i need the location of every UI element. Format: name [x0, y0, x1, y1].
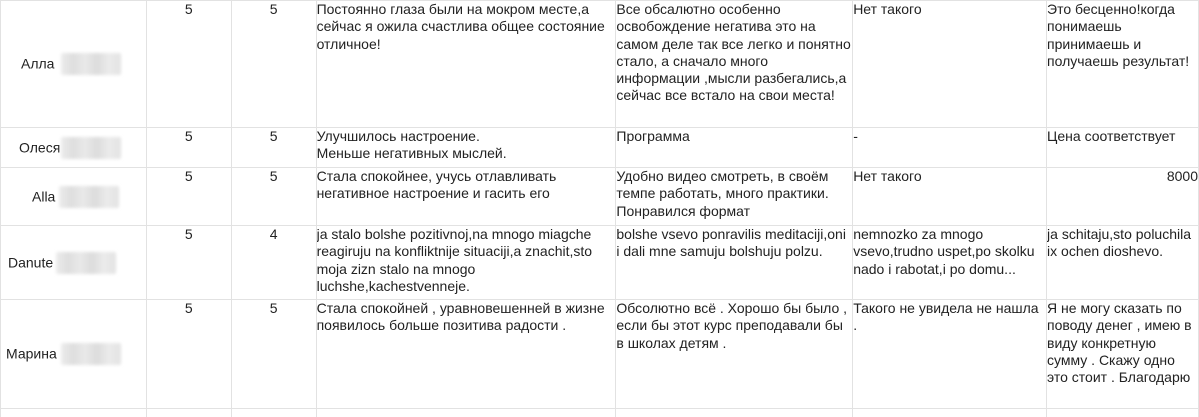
score1-value: 5 [184, 128, 193, 144]
score2-value: 5 [269, 128, 278, 144]
score2-cell[interactable] [231, 1, 316, 128]
table-row [1, 1, 1199, 128]
score1-cell[interactable] [146, 168, 231, 226]
score1-value: 5 [184, 226, 193, 242]
score2-cell[interactable] [231, 128, 316, 168]
price-text: Цена соответствует [1047, 128, 1176, 144]
liked-cell[interactable] [616, 226, 853, 300]
score2-cell[interactable] [231, 300, 316, 409]
change-text: Постоянно глаза были на мокром месте,а сейчас я ожила счастлива общее состояние отличное! [316, 1, 605, 52]
disliked-cell[interactable] [853, 168, 1047, 226]
price-cell[interactable] [1047, 168, 1199, 226]
name-cell[interactable] [1, 300, 147, 409]
score1-value: 5 [184, 300, 193, 316]
score2-value: 5 [269, 300, 278, 316]
score2-cell[interactable] [231, 168, 316, 226]
price-cell[interactable] [1047, 226, 1199, 300]
disliked-text: - [853, 128, 858, 144]
change-text: Стала спокойней , уравновешенней в жизне появилось больше позитива радости . [316, 300, 605, 334]
liked-text: Удобно видео смотреть, в своём темпе работать, много практики. Понравился формат [616, 168, 829, 219]
empty-cell[interactable] [231, 409, 316, 417]
empty-cell[interactable] [316, 409, 616, 417]
change-text: ja stalo bolshe pozitivnoj,na mnogo miagche reagiruju na konfliktnije situaciji,a znachit,sto moja zizn stalo na mnogo luchshe,kachestvenneje. [316, 226, 593, 294]
liked-text: Все обсалютно особенно освобождение негатива это на самом деле так все легко и понятно стало, а сначало много информации ,мысли разбегались,а сейчас все встало на свои места! [616, 1, 851, 104]
liked-text: bolshe vsevo ponravilis meditaciji,oni i dali mne samuju bolshuju polzu. [616, 226, 846, 260]
score1-value: 5 [184, 168, 193, 184]
change-cell[interactable] [316, 226, 616, 300]
change-cell[interactable] [316, 168, 616, 226]
table-row [1, 409, 1199, 417]
price-cell[interactable] [1047, 128, 1199, 168]
disliked-cell[interactable] [853, 1, 1047, 128]
blurred-surname [61, 53, 121, 75]
name-cell[interactable] [1, 1, 147, 128]
empty-cell[interactable] [853, 409, 1047, 417]
change-cell[interactable] [316, 128, 616, 168]
respondent-name: Марина [6, 345, 57, 362]
liked-text: Обсолютно всё . Хорошо бы было , если бы этот курс преподавали бы в школах детям . [616, 300, 848, 351]
score2-cell[interactable] [231, 226, 316, 300]
blurred-surname [56, 252, 116, 274]
respondent-name: Алла [21, 55, 55, 72]
name-cell[interactable] [1, 128, 147, 168]
blurred-surname [59, 186, 119, 208]
score1-cell[interactable] [146, 226, 231, 300]
price-text: 8000 [1166, 168, 1198, 184]
table-row [1, 128, 1199, 168]
price-cell[interactable] [1047, 300, 1199, 409]
disliked-text: nemnozko za mnogo vsevo,trudno uspet,po skolku nado i rabotat,i po domu... [853, 226, 1035, 277]
price-text: Я не могу сказать по поводу денег , имею в виду конкретную сумму . Скажу одно это стоит . Благодарю [1047, 300, 1192, 386]
score2-value: 5 [269, 168, 278, 184]
score2-value: 4 [269, 226, 278, 242]
respondent-name: Олеся [19, 138, 61, 155]
table-row [1, 168, 1199, 226]
score1-cell[interactable] [146, 1, 231, 128]
empty-cell[interactable] [1047, 409, 1199, 417]
disliked-cell[interactable] [853, 128, 1047, 168]
price-text: ja schitaju,sto poluchila ix ochen dioshevo. [1047, 226, 1192, 260]
change-cell[interactable] [316, 300, 616, 409]
blurred-surname [61, 137, 121, 159]
empty-cell[interactable] [146, 409, 231, 417]
score1-value: 5 [184, 1, 193, 17]
score2-value: 5 [269, 1, 278, 17]
empty-cell[interactable] [616, 409, 853, 417]
name-cell[interactable] [1, 168, 147, 226]
name-cell[interactable] [1, 226, 147, 300]
liked-text: Программа [616, 128, 690, 144]
price-text: Это бесценно!когда понимаешь принимаешь и получаешь результат! [1047, 1, 1190, 69]
score1-cell[interactable] [146, 300, 231, 409]
score1-cell[interactable] [146, 128, 231, 168]
respondent-name: Alla [32, 187, 56, 204]
blurred-surname [61, 343, 121, 365]
change-text: Стала спокойнее, учусь отлавливать негативное настроение и гасить его [316, 168, 557, 202]
change-text: Улучшилось настроение. Меньше негативных мыслей. [316, 128, 507, 162]
disliked-text: Такого не увидела не нашла . [853, 300, 1039, 334]
change-cell[interactable] [316, 1, 616, 128]
liked-cell[interactable] [616, 128, 853, 168]
price-cell[interactable] [1047, 1, 1199, 128]
liked-cell[interactable] [616, 168, 853, 226]
liked-cell[interactable] [616, 300, 853, 409]
table-row [1, 226, 1199, 300]
respondent-name: Danute [8, 253, 54, 270]
disliked-text: Нет такого [853, 1, 922, 17]
table-row [1, 300, 1199, 409]
disliked-cell[interactable] [853, 226, 1047, 300]
liked-cell[interactable] [616, 1, 853, 128]
empty-cell[interactable] [1, 409, 147, 417]
disliked-cell[interactable] [853, 300, 1047, 409]
disliked-text: Нет такого [853, 168, 922, 184]
